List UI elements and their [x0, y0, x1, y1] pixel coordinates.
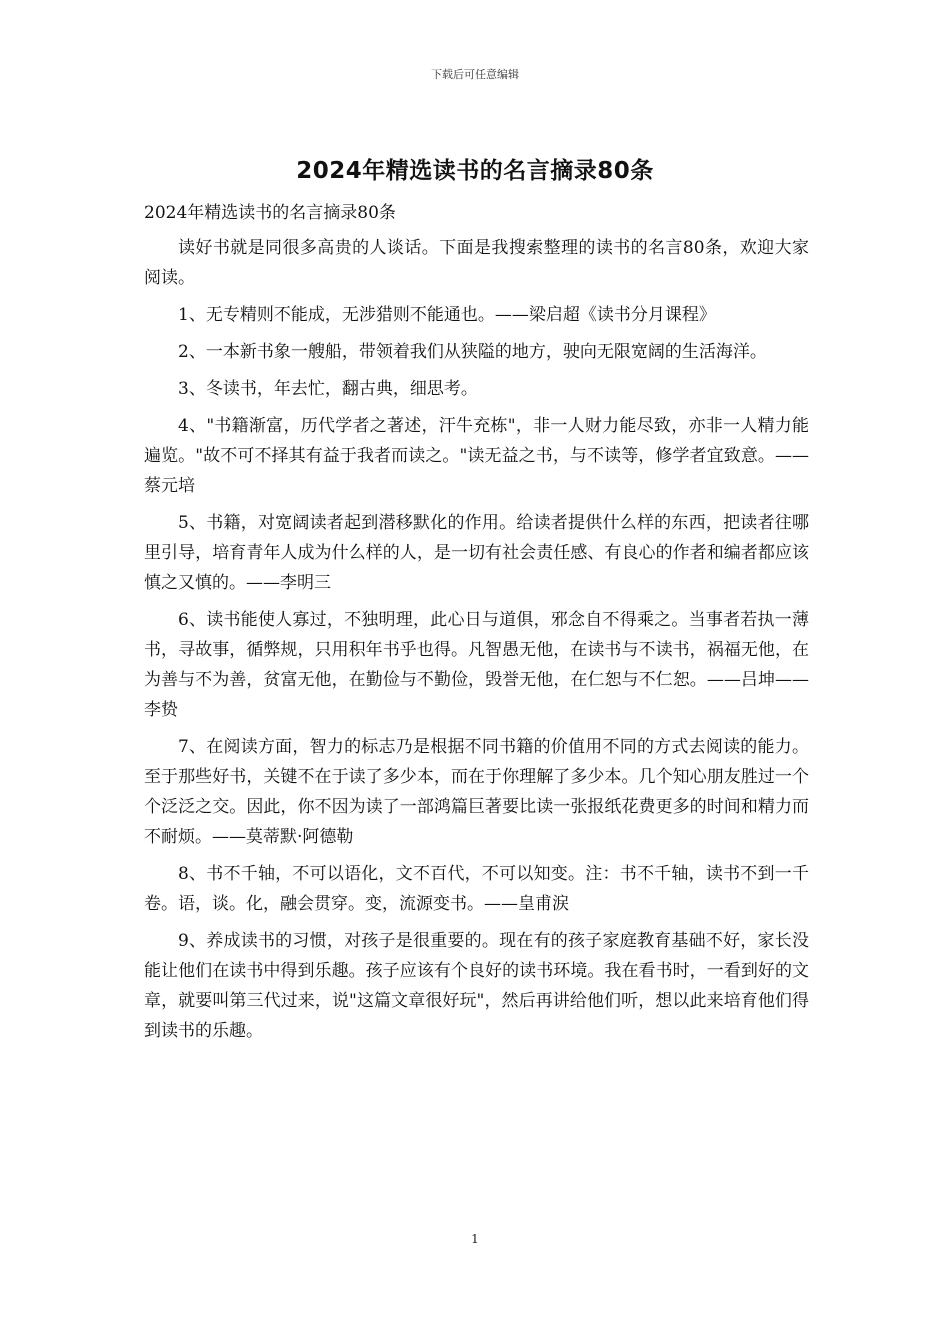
document-body — [144, 198, 809, 1053]
quote-paragraph: 3、冬读书，年去忙，翻古典，细思考。 — [178, 379, 478, 399]
page-header-note: 下载后可任意编辑 — [431, 68, 519, 81]
quote-paragraph: 5、书籍，对宽阔读者起到潜移默化的作用。给读者提供什么样的东西，把读者往哪里引导，培育青年人成为什么样的人，是一切有社会责任感、有良心的作者和编者都应该慎之又慎的。——李明三 — [144, 513, 809, 593]
quote-paragraph: 4、"书籍渐富，历代学者之著述，汗牛充栋"，非一人财力能尽致，亦非一人精力能遍览。"故不可不择其有益于我者而读之。"读无益之书，与不读等，修学者宜致意。——蔡元培 — [144, 416, 809, 496]
document-subtitle: 2024年精选读书的名言摘录80条 — [144, 203, 396, 223]
document-title: 2024年精选读书的名言摘录80条 — [296, 158, 654, 184]
quote-paragraph: 9、养成读书的习惯，对孩子是很重要的。现在有的孩子家庭教育基础不好，家长没能让他们在读书中得到乐趣。孩子应该有个良好的读书环境。我在看书时，一看到好的文章，就要叫第三代过来，说"这篇文章很好玩"，然后再讲给他们听，想以此来培育他们得到读书的乐趣。 — [144, 931, 809, 1041]
page-number: 1 — [471, 1232, 479, 1246]
quote-paragraph: 2、一本新书象一艘船，带领着我们从狭隘的地方，驶向无限宽阔的生活海洋。 — [178, 342, 767, 362]
quote-paragraph: 1、无专精则不能成，无涉猎则不能通也。——梁启超《读书分月课程》 — [178, 305, 716, 325]
quote-paragraph: 8、书不千轴，不可以语化，文不百代，不可以知变。注：书不千轴，读书不到一千卷。语，谈。化，融会贯穿。变，流源变书。——皇甫涙 — [144, 864, 809, 914]
intro-paragraph: 读好书就是同很多高贵的人谈话。下面是我搜索整理的读书的名言80条，欢迎大家阅读。 — [144, 238, 809, 288]
quote-paragraph: 7、在阅读方面，智力的标志乃是根据不同书籍的价值用不同的方式去阅读的能力。至于那些好书，关键不在于读了多少本，而在于你理解了多少本。几个知心朋友胜过一个个泛泛之交。因此，你不因为读了一部鸿篇巨著要比读一张报纸花费更多的时间和精力而不耐烦。——莫蒂默·阿德勒 — [144, 737, 809, 847]
quote-paragraph: 6、读书能使人寡过，不独明理，此心日与道俱，邪念自不得乘之。当事者若执一薄书，寻故事，循弊规，只用积年书乎也得。凡智愚无他，在读书与不读书，祸福无他，在为善与不为善，贫富无他，在勤俭与不勤俭，毁誉无他，在仁恕与不仁恕。——吕坤——李贽 — [144, 610, 809, 720]
